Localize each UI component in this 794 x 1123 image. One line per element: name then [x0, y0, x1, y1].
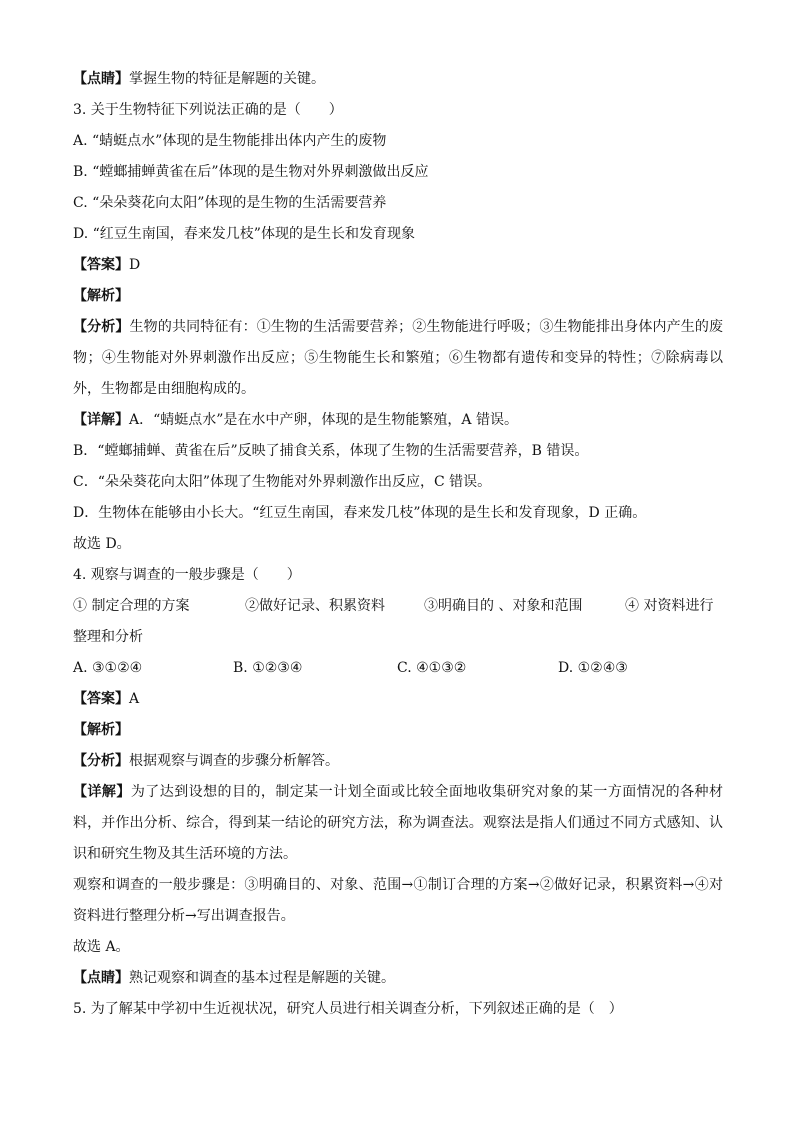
- q3-detail-a: [73, 405, 723, 436]
- q3-analysis-heading: [73, 281, 723, 312]
- q4-option-c: C. ④①③②: [397, 660, 467, 676]
- tip-text: 熟记观察和调查的基本过程是解题的关键。: [129, 970, 395, 986]
- q4-option-a: A. ③①②④: [73, 660, 143, 676]
- analysis-tag: 【解析】: [73, 288, 129, 304]
- q4-fenxi: [73, 746, 723, 777]
- q4-option-d: D. ①②④③: [558, 660, 628, 676]
- answer-tag: 【答案】: [73, 691, 129, 707]
- detail-text: 为了达到设想的目的，制定某一计划全面或比较全面地收集研究对象的某一方面情况的各种材料，并作出分析、综合，得到某一结论的研究方法，称为调查法。观察法是指人们通过不同方式感知、认识和研究生物及其生活环境的方法。: [73, 784, 724, 862]
- fenxi-tag: 【分析】: [73, 753, 129, 769]
- q3-option-d: D. “红豆生南国，春来发几枝”体现的是生长和发育现象: [73, 226, 415, 242]
- tip-text: 掌握生物的特征是解题的关键。: [129, 71, 325, 87]
- q4-steps-row: [73, 591, 723, 622]
- q3-option-b: B. “螳螂捕蝉黄雀在后”体现的是生物对外界刺激做出反应: [73, 164, 429, 180]
- answer-tag: 【答案】: [73, 257, 129, 273]
- q3-stem: 3. 关于生物特征下列说法正确的是（ ）: [73, 102, 343, 118]
- q4-tip: [73, 963, 723, 994]
- q4-steps-cont: 整理和分析: [73, 629, 143, 645]
- document-page: [73, 64, 723, 1025]
- q4-step-4: ④ 对资料进行: [625, 598, 714, 614]
- q3-fenxi: [73, 312, 723, 405]
- q2-tip: [73, 64, 723, 95]
- q3-detail-d: D．生物体在能够由小长大。“红豆生南国，春来发几枝”体现的是生长和发育现象，D 正确。: [73, 505, 647, 521]
- detail-text: A．“蜻蜓点水”是在水中产卵，体现的是生物能繁殖，A 错误。: [129, 412, 518, 428]
- q4-options-row: [73, 653, 723, 684]
- q4-conclusion: 故选 A。: [73, 939, 130, 955]
- q4-step-2: ②做好记录、积累资料: [245, 598, 385, 614]
- tip-tag: 【点睛】: [73, 71, 129, 87]
- answer-value: A: [129, 691, 140, 707]
- q3-answer: [73, 250, 723, 281]
- q3-conclusion: 故选 D。: [73, 536, 131, 552]
- q4-analysis-heading: [73, 715, 723, 746]
- analysis-tag: 【解析】: [73, 722, 129, 738]
- q5-stem: 5. 为了解某中学初中生近视状况，研究人员进行相关调查分析，下列叙述正确的是（ ）: [73, 1001, 623, 1017]
- q4-steps-text: 观察和调查的一般步骤是：③明确目的、对象、范围→①制订合理的方案→②做好记录，积累资料→④对资料进行整理分析→写出调查报告。: [73, 877, 723, 924]
- answer-value: D: [129, 257, 141, 273]
- q3-detail-c: C．“朵朵葵花向太阳”体现了生物能对外界刺激作出反应，C 错误。: [73, 474, 492, 490]
- q4-step-1: ① 制定合理的方案: [73, 598, 190, 614]
- tip-tag: 【点睛】: [73, 970, 129, 986]
- q4-answer: [73, 684, 723, 715]
- q4-detail: [73, 777, 723, 870]
- fenxi-text: 生物的共同特征有：①生物的生活需要营养；②生物能进行呼吸；③生物能排出身体内产生的废物；④生物能对外界刺激作出反应；⑤生物能生长和繁殖；⑥生物都有遗传和变异的特性；⑦除病毒以外，生物都是由细胞构成的。: [73, 319, 724, 397]
- fenxi-tag: 【分析】: [73, 319, 130, 335]
- fenxi-text: 根据观察与调查的步骤分析解答。: [129, 753, 339, 769]
- q4-step-3: ③明确目的 、对象和范围: [424, 598, 583, 614]
- detail-tag: 【详解】: [73, 784, 131, 800]
- q4-stem: 4. 观察与调查的一般步骤是（ ）: [73, 567, 301, 583]
- detail-tag: 【详解】: [73, 412, 129, 428]
- q4-option-b: B. ①②③④: [233, 660, 303, 676]
- q3-option-a: A. “蜻蜓点水”体现的是生物能排出体内产生的废物: [73, 133, 387, 149]
- q3-detail-b: B．“螳螂捕蝉、黄雀在后”反映了捕食关系，体现了生物的生活需要营养，B 错误。: [73, 443, 589, 459]
- q3-option-c: C. “朵朵葵花向太阳”体现的是生物的生活需要营养: [73, 195, 387, 211]
